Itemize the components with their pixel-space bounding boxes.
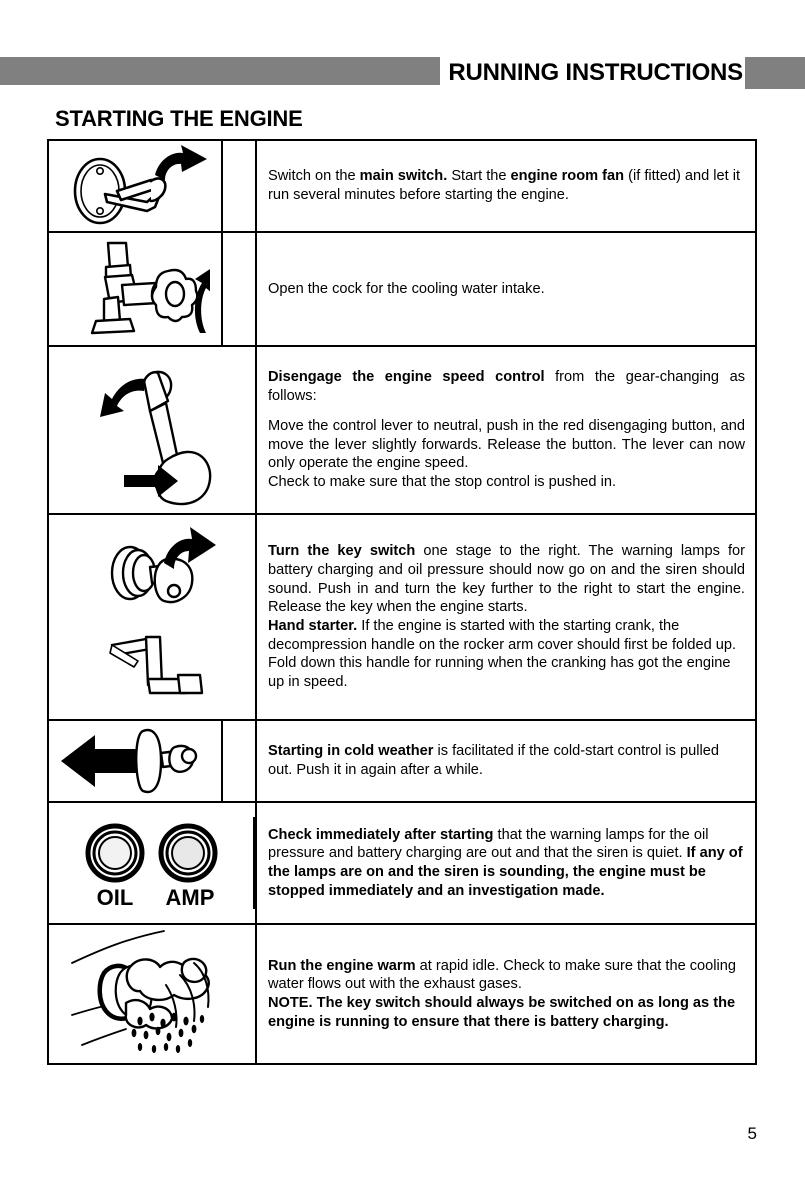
paragraph [268,957,745,994]
text-bold: NOTE. The key switch should always be switched on as long as the engine is running to ensure that there is battery charging. [268,995,736,1030]
page-header [0,57,805,89]
row-spacer-cell [222,232,256,346]
paragraph [268,742,745,779]
row-spacer-cell [222,720,256,802]
row-text-cooling-water-cock [256,232,756,346]
paragraph [268,542,745,617]
text-run: If the engine is started with the starting crank, the decompression handle on the rocker arm cover should first be folded up. Fold down this handle for running when the cranking has got the engine up in speed. [268,618,737,691]
figure-cooling-water-cock [48,232,222,346]
figure-cold-start-pull-knob [48,720,222,802]
text-run: (if fitted) and let it run several minutes before starting the engine. [268,168,741,203]
table-row [48,140,756,232]
row-text-cold-weather [256,720,756,802]
text-run: is facilitated if the cold-start control is pulled out. Push it in again after a while. [268,743,719,778]
text-bold: If any of the lamps are on and the siren is sounding, the engine must be stopped immediately and an investigation made. [268,845,743,899]
table-row [48,924,756,1064]
header-band-left [0,57,440,85]
paragraph [268,167,745,204]
text-bold: Run the engine warm [268,957,416,974]
lamp-label-amp: AMP [165,885,215,910]
paragraph: Move the control lever to neutral, push in the red disengaging button, and move the lever slightly forwards. Release the button. The lever can now only operate the engine speed. [268,417,745,472]
text-bold: engine room fan [510,168,625,185]
text-bold: Hand starter. [268,618,358,634]
row-text-run-engine-warm [256,924,756,1064]
text-run: Switch on the [268,168,360,185]
row-text-engine-speed-control [256,346,756,514]
figure-oil-amp-warning-lamps [48,802,256,924]
row-spacer-cell [222,140,256,232]
text-bold: Starting in cold weather [268,743,434,760]
paragraph [268,994,745,1031]
header-band-right [745,57,805,89]
paragraph [268,617,745,692]
table-row [48,514,756,720]
text-run: Start the [447,168,511,185]
text-bold: main switch. [359,168,448,185]
starting-procedure-table [47,139,757,1065]
text-bold: Check immediately after starting [268,826,494,843]
text-bold: Turn the key switch [268,543,416,560]
figure-engine-speed-control-lever [48,346,256,514]
row-text-main-switch [256,140,756,232]
header-title: RUNNING INSTRUCTIONS [442,57,743,89]
lamp-cell-divider [253,817,255,909]
figure-exhaust-with-cooling-water [48,924,256,1064]
text-run: that the warning lamps for the oil pressure and battery charging are out and that the siren is quiet. [268,826,709,862]
table-row [48,802,756,924]
page-title: STARTING THE ENGINE [55,106,303,131]
paragraph [268,368,745,405]
paragraph: Check to make sure that the stop control is pushed in. [268,473,617,490]
text-run: at rapid idle. Check to make sure that the cooling water flows out with the exhaust gases. [268,957,737,993]
figure-key-switch-and-hand-crank [48,514,256,720]
text-run: one stage to the right. The warning lamps for battery charging and oil pressure should now go on and the siren should sound. Push in and turn the key further to the right to start the engine. Release the key when the engine starts. [268,543,745,616]
text-run: from the gear-changing as follows: [268,369,745,405]
table-row [48,232,756,346]
paragraph [268,826,745,901]
lamp-label-oil: OIL [96,885,134,910]
table-row [48,720,756,802]
page-number: 5 [747,1124,757,1143]
text-bold: Disengage the engine speed control [268,369,545,386]
row-text-key-switch [256,514,756,720]
row-text-check-after-starting [256,802,756,924]
table-row [48,346,756,514]
figure-main-switch-lever [48,140,222,232]
paragraph: Open the cock for the cooling water intake. [268,280,545,297]
